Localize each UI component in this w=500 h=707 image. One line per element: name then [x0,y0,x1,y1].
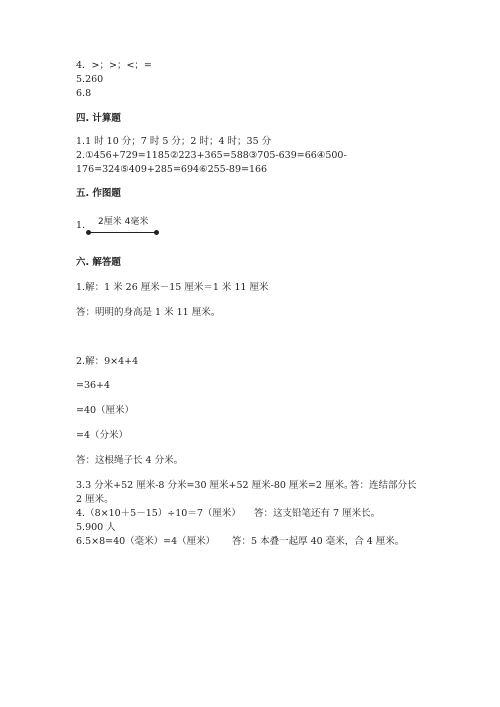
answer-3-6: 6.8 [76,88,92,99]
line-segment [88,232,158,233]
answer-6-2-solution: 2.解：9×4+4 [76,356,139,367]
answer-4-2-line2: 176=324⑤409+285=694⑥255-89=166 [76,164,268,175]
line-segment-figure [86,212,166,240]
answer-6-2-step3: =4（分米） [76,430,129,441]
answer-3-5: 5.260 [76,74,104,85]
answer-3-4: 4．>；>；<；= [76,60,152,71]
answer-6-4-answer: 答：这支铅笔还有 7 厘米长。 [254,508,381,519]
answer-6-4-calculation: 4.（8×10＋5－15）÷10＝7（厘米） [76,508,241,519]
answer-6-1-answer: 答：明明的身高是 1 米 11 厘米。 [76,307,221,318]
answer-6-3-answer: 答：连结部分长 [350,480,417,491]
answer-6-3-calculation: 3.3 分米+52 厘米-8 分米=30 厘米+52 厘米-80 厘米=2 厘米。 [76,480,354,491]
answer-6-5: 5.900 人 [76,522,116,533]
answer-4-2-line1: 2.①456+729=1185②223+365=588③705-639=66④500- [76,150,347,161]
segment-length-label: 2厘米 4毫米 [98,217,149,227]
section-heading-drawing: 五. 作图题 [76,188,121,199]
answer-6-2-step1: =36+4 [76,380,111,391]
answer-6-2-step2: =40（厘米） [76,405,135,416]
answer-6-1-solution: 1.解：1 米 26 厘米－15 厘米＝1 米 11 厘米 [76,282,269,293]
answer-5-1-number: 1. [76,220,86,231]
section-heading-calculation: 四. 计算题 [76,113,121,124]
answer-6-3-line2: 2 厘米。 [76,494,114,505]
answer-6-2-answer: 答：这根绳子长 4 分米。 [76,455,184,466]
segment-start-point [86,230,91,235]
answer-6-6-calculation: 6.5×8=40（毫米）=4（厘米） [76,536,216,547]
segment-end-point [154,230,159,235]
section-heading-word-problems: 六. 解答题 [76,257,121,268]
answer-4-1: 1.1 时 10 分；7 时 5 分；2 时；4 时；35 分 [76,136,272,147]
answer-6-6-answer: 答：5 本叠一起厚 40 毫米，合 4 厘米。 [232,536,405,547]
